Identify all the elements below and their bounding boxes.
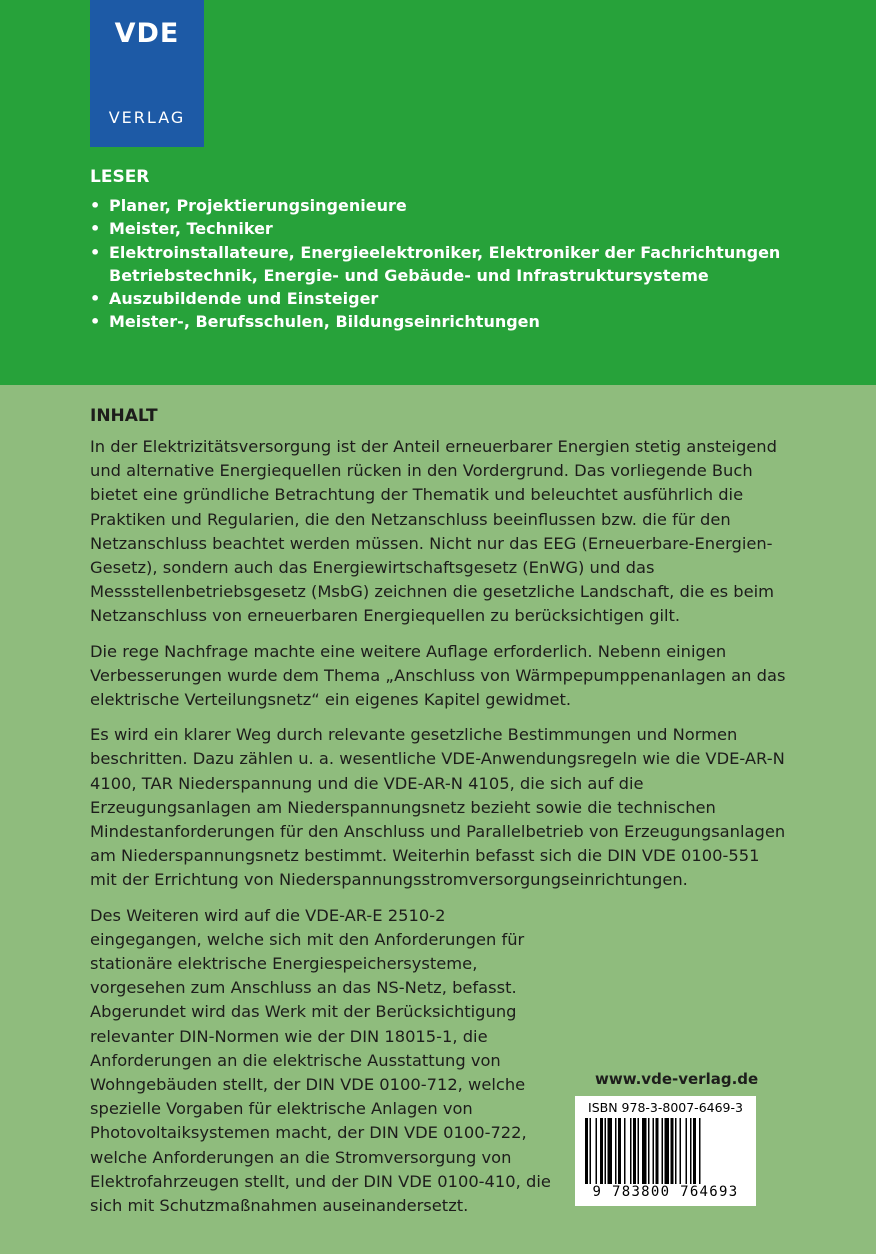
bullet-icon: • — [90, 289, 101, 309]
paragraph: Die rege Nachfrage machte eine weitere Auflage erforderlich. Nebenn einigen Verbesserungen wurde dem Thema „Anschluss von Wärmpepumppenanlagen an das elektrische Verteilungsnetz“ ein eigenes Kapitel gewidmet. — [90, 641, 786, 710]
bullet-icon: • — [90, 242, 101, 262]
list-item: • Auszubildende und Einsteiger — [90, 287, 790, 310]
barcode-digits: 9 783800 764693 — [592, 1184, 739, 1200]
leser-list — [90, 194, 790, 334]
isbn-label: ISBN 978-3-8007-6469-3 — [588, 1100, 743, 1115]
logo-verlag-text: VERLAG — [108, 108, 186, 127]
barcode — [575, 1096, 756, 1206]
readers-panel — [0, 0, 876, 385]
leser-heading: LESER — [90, 167, 150, 187]
vde-verlag-logo — [90, 0, 204, 147]
paragraph: In der Elektrizitätsversorgung ist der Anteil erneuerbarer Energien stetig ansteigend und alternative Energiequellen rücken in den Vordergrund. Das vorliegende Buch bietet eine gründliche Betrachtung der Thematik und beleuchtet ausführlich die Praktiken und Regularien, die den Netzanschluss beeinflussen bzw. die für den Netzanschluss beachtet werden müssen. Nicht nur das EEG (Erneuerbare-Energien-Gesetz), sondern auch das Energiewirtschaftsgesetz (EnWG) und das Messstellenbetriebsgesetz (MsbG) zeichnen die gesetzliche Landschaft, die es beim Netzanschluss von erneuerbaren Energiequellen zu berücksichtigen gilt. — [90, 437, 777, 626]
list-item: • Meister, Techniker — [90, 217, 790, 240]
bullet-icon: • — [90, 219, 101, 239]
list-item: • Elektroinstallateure, Energieelektroniker, Elektroniker der Fachrichtungen Betriebstechnik, Energie- und Gebäude- und Infrastruktursysteme — [90, 242, 781, 285]
paragraph: Es wird ein klarer Weg durch relevante gesetzliche Bestimmungen und Normen beschritten. Dazu zählen u. a. wesentliche VDE-Anwendungsregeln wie die VDE-AR-N 4100, TAR Niederspannung und die VDE-AR-N 4105, die sich auf die Erzeugungsanlagen am Niederspannungsnetz bezieht sowie die technischen Mindestanforderungen für den Anschluss und Parallelbetrieb von Erzeugungsanlagen am Niederspannungsnetz bestimmt. Weiterhin befasst sich die DIN VDE 0100-551 mit der Errichtung von Niederspannungsstromversorgungseinrichtungen. — [90, 725, 786, 890]
bullet-icon: • — [90, 312, 101, 332]
bullet-icon: • — [90, 196, 101, 215]
list-item: • Planer, Projektierungsingenieure — [90, 194, 790, 217]
list-item: • Meister-, Berufsschulen, Bildungseinrichtungen — [90, 310, 790, 333]
paragraph: Des Weiteren wird auf die VDE-AR-E 2510-2 eingegangen, welche sich mit den Anforderungen für stationäre elektrische Energiespeichersysteme, vorgesehen zum Anschluss an das NS-Netz, befasst. Abgerundet wird das Werk mit der Berücksichtigung relevanter DIN-Normen wie der DIN 18015-1, die Anforderungen an die elektrische Ausstattung von Wohngebäuden stellt, der DIN VDE 0100-712, welche spezielle Vorgaben für elektrische Anlagen von Photovoltaiksystemen macht, der DIN VDE 0100-722, welche Anforderungen an die Stromversorgung von Elektrofahrzeugen stellt, und der DIN VDE 0100-410, die sich mit Schutzmaßnahmen auseinandersetzt. — [90, 905, 551, 1216]
inhalt-heading: INHALT — [90, 406, 158, 426]
website-url: www.vde-verlag.de — [595, 1070, 759, 1088]
barcode-bars — [585, 1118, 746, 1184]
logo-vde-text: VDE — [114, 18, 180, 49]
